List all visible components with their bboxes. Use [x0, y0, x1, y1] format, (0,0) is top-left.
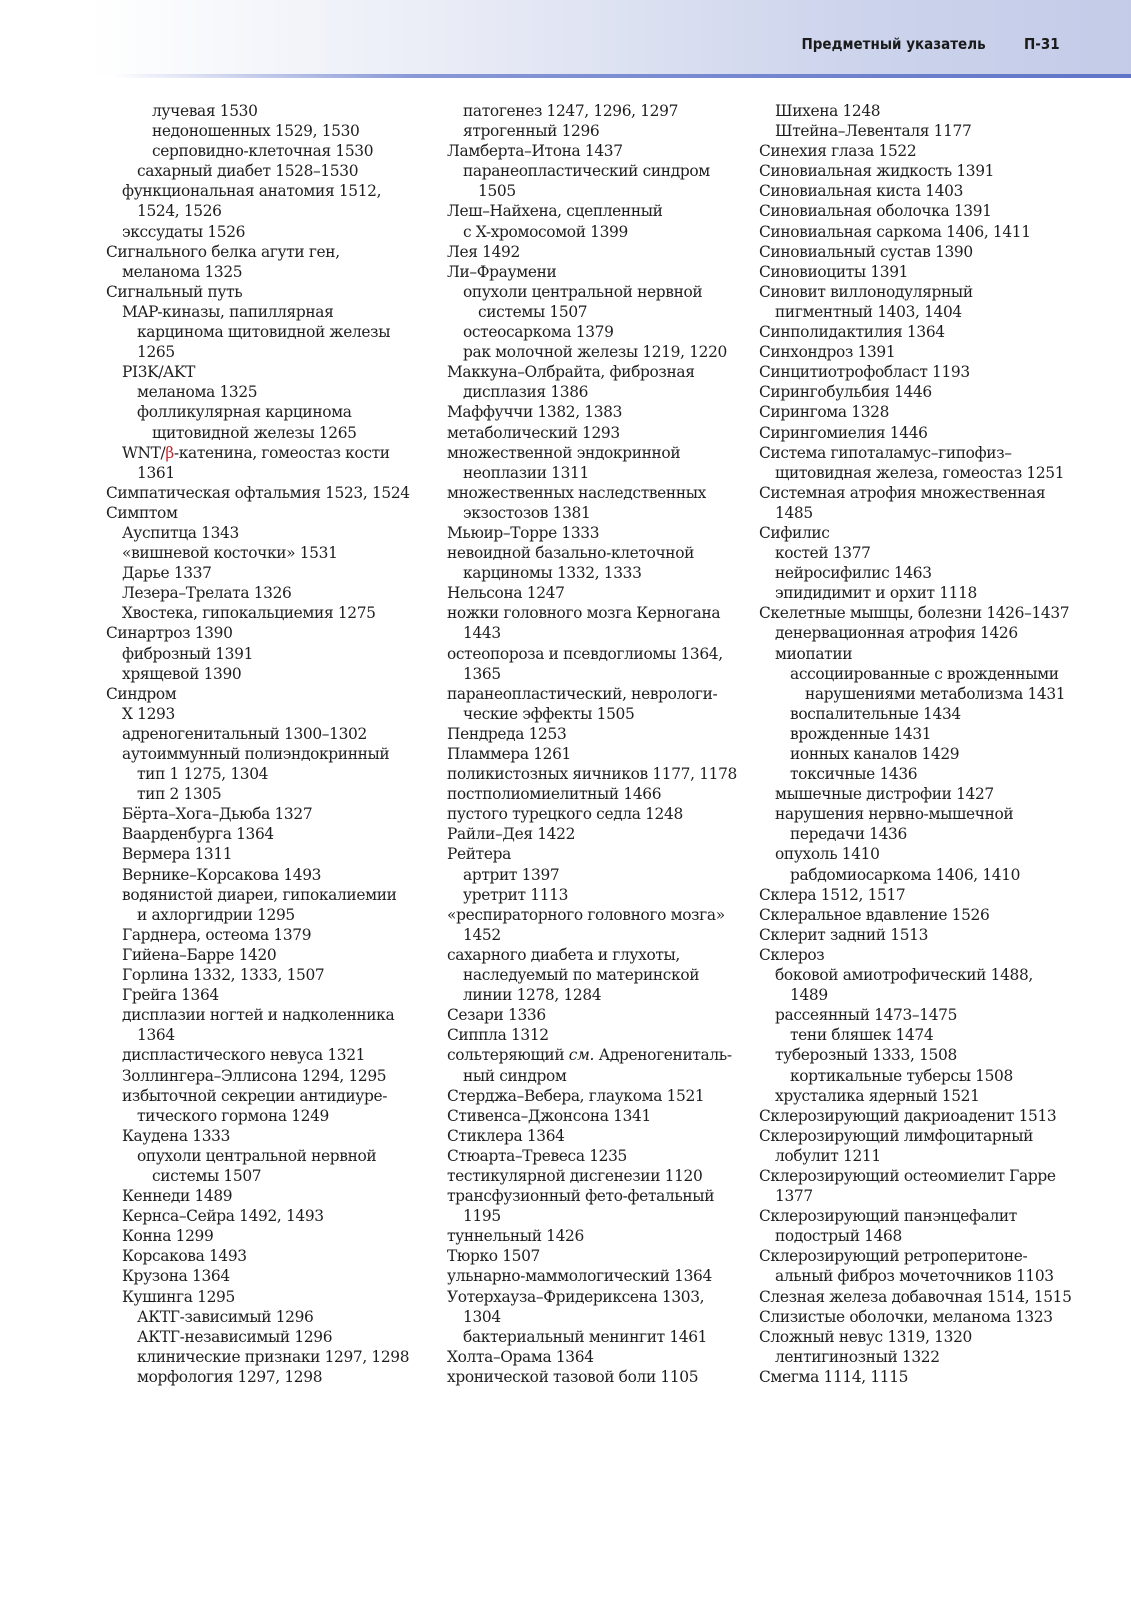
index-entry: миопатии	[775, 644, 853, 663]
index-entry: 1361	[137, 463, 175, 482]
index-entry: остеопороза и псевдоглиомы 1364,	[447, 644, 723, 663]
index-entry: Горлина 1332, 1333, 1507	[122, 966, 325, 985]
index-entry: 1452	[463, 925, 501, 944]
index-entry: уретрит 1113	[463, 885, 569, 904]
index-entry: неоплазии 1311	[463, 463, 589, 482]
index-entry: Синцитиотрофобласт 1193	[759, 363, 970, 382]
index-entry: пигментный 1403, 1404	[775, 302, 962, 321]
index-entry: Пендреда 1253	[447, 724, 567, 743]
index-entry: Стивенса–Джонсона 1341	[447, 1106, 651, 1125]
index-entry: Дарье 1337	[122, 564, 212, 583]
index-entry: Кеннеди 1489	[122, 1187, 233, 1206]
index-entry: лобулит 1211	[775, 1146, 881, 1165]
entry-text-part: Адреногениталь-	[594, 1046, 732, 1065]
index-entry: ятрогенный 1296	[463, 122, 600, 141]
index-entry: хрящевой 1390	[122, 664, 242, 683]
index-entry: Синхондроз 1391	[759, 343, 896, 362]
index-entry: воспалительные 1434	[790, 704, 961, 723]
index-entry: Ли–Фраумени	[447, 262, 557, 281]
index-entry: Конна 1299	[122, 1227, 214, 1246]
index-entry: Тюрко 1507	[447, 1247, 540, 1266]
index-entry: тип 1 1275, 1304	[137, 765, 269, 784]
index-entry: экзостозов 1381	[463, 503, 591, 522]
index-entry: водянистой диареи, гипокалиемии	[122, 885, 397, 904]
index-entry: Системная атрофия множественная	[759, 483, 1046, 502]
index-entry: ческие эффекты 1505	[463, 704, 635, 723]
index-column-2	[447, 101, 737, 1387]
index-entry: патогенез 1247, 1296, 1297	[463, 102, 679, 120]
index-column-3	[759, 101, 1072, 1387]
index-entry: и ахлоргидрии 1295	[137, 905, 295, 924]
index-entry: с X-хромосомой 1399	[463, 222, 628, 241]
index-entry: щитовидной железы 1265	[152, 423, 357, 442]
index-entry: 1364	[137, 1026, 175, 1045]
index-entry: туннельный 1426	[447, 1227, 584, 1246]
index-entry: Нельсона 1247	[447, 584, 565, 603]
index-entry: Хвостека, гипокальциемия 1275	[122, 604, 376, 623]
index-entry: 1265	[137, 343, 175, 362]
entry-text-part: сольтеряющий	[447, 1046, 569, 1065]
index-entry: экссудаты 1526	[122, 222, 246, 241]
index-entry: PI3K/AKT	[122, 363, 195, 382]
index-entry: 1505	[478, 182, 516, 201]
index-entry: Штейна–Левенталя 1177	[775, 122, 972, 141]
index-entry: системы 1507	[478, 302, 588, 321]
index-entry: дисплазия 1386	[463, 383, 589, 402]
index-entry: Лея 1492	[447, 242, 520, 261]
index-entry: тип 2 1305	[137, 785, 222, 804]
index-entry: Рейтера	[447, 845, 511, 864]
index-entry: Леш–Найхена, сцепленный	[447, 202, 663, 221]
index-entry: Слизистые оболочки, меланома 1323	[759, 1307, 1053, 1326]
index-entry: Синовиальный сустав 1390	[759, 242, 973, 261]
index-entry: Лезера–Трелата 1326	[122, 584, 292, 603]
index-entry: Скелетные мышцы, болезни 1426–1437	[759, 604, 1070, 623]
index-entry: Сезари 1336	[447, 1006, 546, 1025]
index-entry: боковой амиотрофический 1488,	[775, 966, 1033, 985]
index-entry: Сирингома 1328	[759, 403, 890, 422]
index-entry: меланома 1325	[137, 383, 258, 402]
index-entry: опухоль 1410	[775, 845, 880, 864]
index-entry: бактериальный менингит 1461	[463, 1327, 708, 1346]
index-entry: рак молочной железы 1219, 1220	[463, 343, 727, 362]
index-entry: 1195	[463, 1207, 501, 1226]
index-entry: постполиомиелитный 1466	[447, 785, 662, 804]
index-entry: Стерджа–Вебера, глаукома 1521	[447, 1086, 705, 1105]
index-entry: недоношенных 1529, 1530	[152, 122, 360, 141]
index-entry: тического гормона 1249	[137, 1106, 329, 1125]
index-entry: дисплазии ногтей и надколенника	[122, 1006, 395, 1025]
index-entry: костей 1377	[775, 544, 871, 563]
index-entry: Симптом	[106, 503, 178, 522]
index-entry: наследуемый по материнской	[463, 966, 700, 985]
index-entry: паранеопластический синдром	[463, 162, 710, 181]
index-entry: туберозный 1333, 1508	[775, 1046, 957, 1065]
index-entry: поликистозных яичников 1177, 1178	[447, 765, 737, 784]
index-entry: остеосаркома 1379	[463, 323, 614, 342]
index-entry: 1524, 1526	[137, 202, 222, 221]
index-entry: Склера 1512, 1517	[759, 885, 906, 904]
index-entry: Склерит задний 1513	[759, 925, 929, 944]
index-entry: Бёрта–Хога–Дьюба 1327	[122, 805, 313, 824]
index-column-1	[106, 101, 410, 1387]
index-entry: множественной эндокринной	[447, 443, 681, 462]
index-entry: эпидидимит и орхит 1118	[775, 584, 977, 603]
index-entry: Сигнальный путь	[106, 282, 243, 301]
page-number: П-31	[1024, 35, 1060, 53]
index-entry: Вернике–Корсакова 1493	[122, 865, 322, 884]
index-entry: Сигнального белка агути ген,	[106, 242, 340, 261]
index-entry: системы 1507	[152, 1166, 262, 1185]
index-entry: Корсакова 1493	[122, 1247, 247, 1266]
index-entry: ный синдром	[463, 1066, 567, 1085]
index-entry: Симпатическая офтальмия 1523, 1524	[106, 483, 410, 502]
index-entry: клинические признаки 1297, 1298	[137, 1347, 410, 1366]
index-entry: мышечные дистрофии 1427	[775, 785, 994, 804]
index-entry: Синовит виллонодулярный	[759, 282, 973, 301]
index-entry: рабдомиосаркома 1406, 1410	[790, 865, 1021, 884]
entry-text-part: -катенина, гомеостаз кости	[173, 443, 390, 462]
index-entry: хронической тазовой боли 1105	[447, 1367, 699, 1386]
index-entry: Шихена 1248	[775, 102, 881, 120]
index-entry: Сирингобульбия 1446	[759, 383, 932, 402]
index-entry: кортикальные туберсы 1508	[790, 1066, 1013, 1085]
running-header-title: Предметный указатель	[801, 35, 986, 53]
index-entry: Сложный невус 1319, 1320	[759, 1327, 972, 1346]
index-entry: опухоли центральной нервной	[137, 1146, 377, 1165]
index-entry: хрусталика ядерный 1521	[775, 1086, 980, 1105]
index-entry: трансфузионный фето-фетальный	[447, 1187, 715, 1206]
index-entry: ионных каналов 1429	[790, 745, 960, 763]
index-entry: Склеральное вдавление 1526	[759, 905, 990, 924]
index-entry: серповидно-клеточная 1530	[152, 142, 374, 161]
index-entry: Кушинга 1295	[122, 1287, 235, 1306]
index-entry: сахарного диабета и глухоты,	[447, 945, 680, 964]
index-entry: X 1293	[122, 704, 175, 723]
index-entry: Склероз	[759, 945, 825, 964]
index-entry: ульнарно-маммологический 1364	[447, 1267, 712, 1286]
index-entry: Стюарта–Тревеса 1235	[447, 1146, 627, 1165]
index-entry: Склерозирующий дакриоаденит 1513	[759, 1106, 1057, 1125]
index-entry: морфология 1297, 1298	[137, 1367, 323, 1386]
index-entry: Синехия глаза 1522	[759, 142, 917, 161]
index-entry: Синовиальная оболочка 1391	[759, 202, 992, 221]
index-entry	[106, 443, 406, 463]
index-entry: денервационная атрофия 1426	[775, 624, 1018, 643]
index-entry: аутоиммунный полиэндокринный	[122, 745, 390, 763]
index-entry: 1365	[463, 664, 501, 683]
index-entry: ножки головного мозга Керногана	[447, 604, 721, 623]
index-entry: ассоциированные с врожденными	[790, 664, 1059, 683]
index-entry: Ламберта–Итона 1437	[447, 142, 623, 161]
index-entry: фолликулярная карцинома	[137, 403, 352, 422]
index-entry: карциномы 1332, 1333	[463, 564, 642, 583]
cross-reference-see: см.	[568, 1046, 595, 1065]
index-entry: Синовиальная саркома 1406, 1411	[759, 222, 1031, 241]
index-entry: фиброзный 1391	[122, 644, 254, 663]
index-entry: лентигинозный 1322	[775, 1347, 940, 1366]
index-entry: «респираторного головного мозга»	[447, 905, 725, 924]
index-entry: нарушениями метаболизма 1431	[805, 684, 1066, 703]
greek-letter: β	[165, 443, 174, 462]
index-entry: 1304	[463, 1307, 501, 1326]
index-entry: тестикулярной дисгенезии 1120	[447, 1166, 703, 1185]
index-entry: Система гипоталамус–гипофиз–	[759, 443, 1012, 462]
header-rule	[112, 74, 1131, 78]
index-entry: тени бляшек 1474	[790, 1026, 934, 1045]
index-entry: «вишневой косточки» 1531	[122, 544, 338, 563]
index-entry: опухоли центральной нервной	[463, 282, 703, 301]
index-entry: Ауспитца 1343	[122, 523, 239, 542]
index-entry: Синовиоциты 1391	[759, 262, 909, 281]
index-entry: Сиппла 1312	[447, 1026, 549, 1045]
index-entry: передачи 1436	[790, 825, 907, 844]
index-entry: Синовиальная киста 1403	[759, 182, 964, 201]
index-entry: Каудена 1333	[122, 1126, 231, 1145]
index-entry: врожденные 1431	[790, 724, 932, 743]
entry-text-part: WNT/	[122, 443, 166, 462]
index-entry: лучевая 1530	[152, 102, 258, 120]
index-entry: паранеопластический, неврологи-	[447, 684, 718, 703]
index-entry: Сирингомиелия 1446	[759, 423, 928, 442]
index-entry: Стиклера 1364	[447, 1126, 565, 1145]
index-entry: 1443	[463, 624, 501, 643]
index-entry: сахарный диабет 1528–1530	[137, 162, 359, 181]
index-entry: Маккуна–Олбрайта, фиброзная	[447, 363, 695, 382]
index-entry: 1489	[790, 986, 828, 1005]
index-entry: Грейга 1364	[122, 986, 219, 1005]
index-entry: Гарднера, остеома 1379	[122, 925, 312, 944]
index-entry: Уотерхауза–Фридериксена 1303,	[447, 1287, 705, 1306]
index-entry: Гийена–Барре 1420	[122, 945, 277, 964]
index-entry: артрит 1397	[463, 865, 560, 884]
index-entry: MAP-киназы, папиллярная	[122, 302, 334, 321]
index-entry: карцинома щитовидной железы	[137, 323, 391, 342]
index-entry: токсичные 1436	[790, 765, 918, 784]
index-entry: Синартроз 1390	[106, 624, 233, 643]
index-entry: линии 1278, 1284	[463, 986, 602, 1005]
index-entry: множественных наследственных	[447, 483, 706, 502]
index-entry: диспластического невуса 1321	[122, 1046, 366, 1065]
index-entry: избыточной секреции антидиуре-	[122, 1086, 388, 1105]
index-entry: нарушения нервно-мышечной	[775, 805, 1014, 824]
index-entry: метаболический 1293	[447, 423, 620, 442]
index-entry: Золлингера–Эллисона 1294, 1295	[122, 1066, 387, 1085]
index-entry	[447, 1045, 737, 1065]
index-entry: невоидной базально-клеточной	[447, 544, 695, 563]
index-entry: Кернса–Сейра 1492, 1493	[122, 1207, 324, 1226]
index-entry: 1485	[775, 503, 813, 522]
index-entry: Склерозирующий ретроперитоне-	[759, 1247, 1028, 1266]
index-entry: АКТГ-зависимый 1296	[137, 1307, 314, 1326]
index-entry: Райли–Дея 1422	[447, 825, 576, 844]
index-entry: функциональная анатомия 1512,	[122, 182, 382, 201]
index-entry: Крузона 1364	[122, 1267, 230, 1286]
index-entry: Синполидактилия 1364	[759, 323, 945, 342]
index-entry: АКТГ-независимый 1296	[137, 1327, 333, 1346]
index-entry: Синовиальная жидкость 1391	[759, 162, 995, 181]
index-entry: меланома 1325	[122, 262, 243, 281]
index-entry: Ваарденбурга 1364	[122, 825, 274, 844]
index-entry: рассеянный 1473–1475	[775, 1006, 958, 1025]
index-entry: подострый 1468	[775, 1227, 902, 1246]
index-entry: Сифилис	[759, 523, 830, 542]
index-entry: 1377	[775, 1187, 813, 1206]
index-entry: Склерозирующий остеомиелит Гарре	[759, 1166, 1056, 1185]
index-entry: пустого турецкого седла 1248	[447, 805, 683, 824]
index-entry: Слезная железа добавочная 1514, 1515	[759, 1287, 1072, 1306]
index-entry: Холта–Орама 1364	[447, 1347, 594, 1366]
index-entry: щитовидная железа, гомеостаз 1251	[775, 463, 1065, 482]
index-entry: адреногенитальный 1300–1302	[122, 724, 367, 743]
index-entry: Пламмера 1261	[447, 745, 571, 763]
index-entry: Склерозирующий панэнцефалит	[759, 1207, 1017, 1226]
index-entry: нейросифилис 1463	[775, 564, 932, 583]
index-entry: Синдром	[106, 684, 177, 703]
index-entry: альный фиброз мочеточников 1103	[775, 1267, 1054, 1286]
index-entry: Вермера 1311	[122, 845, 233, 864]
index-entry: Склерозирующий лимфоцитарный	[759, 1126, 1034, 1145]
index-entry: Мьюир–Торре 1333	[447, 523, 600, 542]
index-entry: Маффуччи 1382, 1383	[447, 403, 623, 422]
index-entry: Смегма 1114, 1115	[759, 1367, 909, 1386]
